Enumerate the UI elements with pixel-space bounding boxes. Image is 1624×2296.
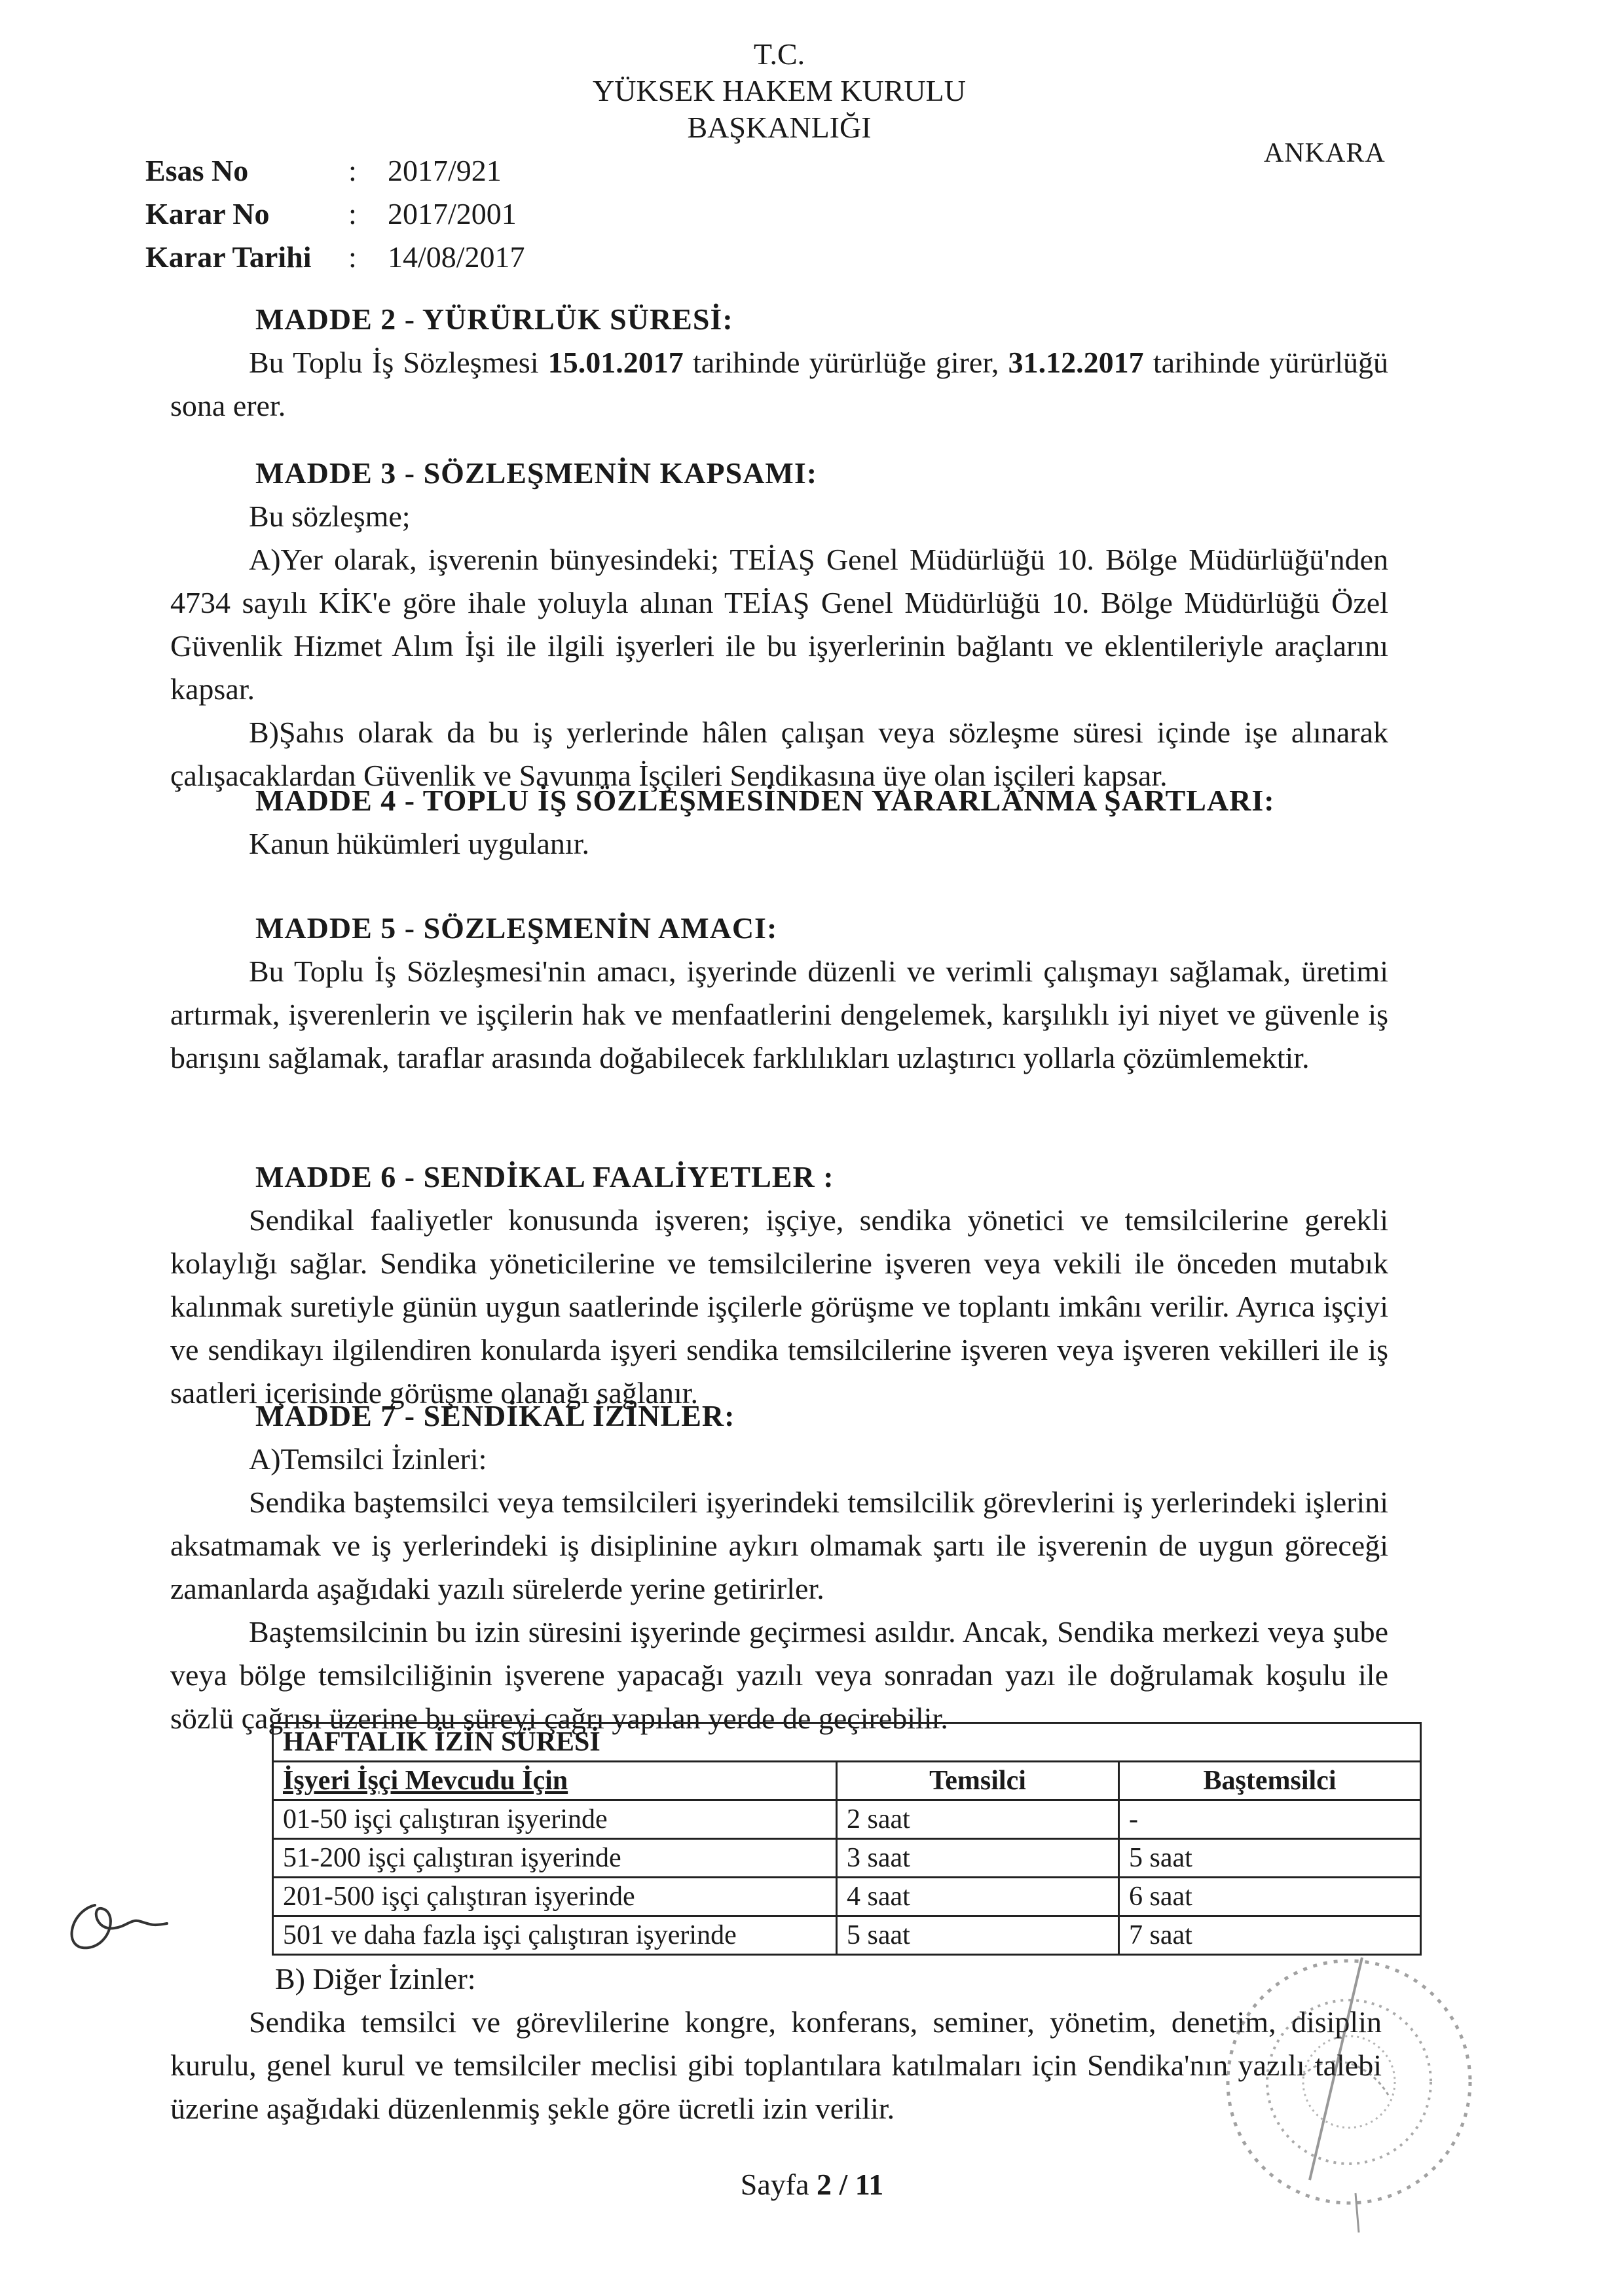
meta-row-esas xyxy=(145,149,525,192)
start-date: 15.01.2017 xyxy=(547,346,684,379)
meta-value: 2017/921 xyxy=(388,154,502,187)
article-paragraph: Bu Toplu İş Sözleşmesi'nin amacı, işyerinde düzenli ve verimli çalışmayı sağlamak, üretimi artırmak, işverenlerin ve işçilerin hak ve menfaatlerini dengelemek, karşılıklı iyi niyet ve güvenle iş barışını sağlamak, taraflar arasında doğabilecek farklılıkları uzlaştırıcı yollarla çözümlemektir. xyxy=(170,955,1388,1074)
meta-separator: : xyxy=(348,240,357,274)
article-heading: MADDE 5 - SÖZLEŞMENİN AMACI: xyxy=(255,911,778,945)
table-row xyxy=(273,1878,1421,1916)
case-meta xyxy=(145,149,525,279)
article-7 xyxy=(170,1394,1388,1740)
column-header: Baştemsilci xyxy=(1119,1762,1421,1800)
subsection-title: A)Temsilci İzinleri: xyxy=(249,1442,487,1476)
meta-separator: : xyxy=(348,154,357,187)
table-title: HAFTALIK İZİN SÜRESİ xyxy=(273,1723,1421,1762)
article-paragraph: Kanun hükümleri uygulanır. xyxy=(249,827,589,860)
article-heading: MADDE 2 - YÜRÜRLÜK SÜRESİ: xyxy=(255,302,733,336)
table-cell: 3 saat xyxy=(837,1839,1119,1878)
article-paragraph: Sendika baştemsilci veya temsilcileri işyerindeki temsilcilik görevlerini iş yerlerindeki işlerini aksatmamak ve iş yerlerindeki iş disiplinine aykırı olmamak şartı ile işverenin de uygun göreceği zamanlarda aşağıdaki yazılı sürelerde yerine getirirler. xyxy=(170,1485,1388,1605)
table-cell: - xyxy=(1119,1800,1421,1839)
header-block xyxy=(0,36,1559,146)
text-run: tarihinde yürürlüğe girer, xyxy=(683,346,1008,379)
article-paragraph: Sendika temsilci ve görevlilerine kongre, konferans, seminer, yönetim, denetim, disiplin kurulu, genel kurul ve temsilciler meclisi gibi toplantılara katılmaları için Sendika'nın yazılı talebi üzerine aşağıdaki düzenlenmiş şekle göre ücretli izin verilir. xyxy=(170,2005,1382,2125)
end-date: 31.12.2017 xyxy=(1008,346,1144,379)
meta-label: Karar Tarihi xyxy=(145,240,312,274)
leave-table xyxy=(272,1722,1422,1956)
table-cell: 51-200 işçi çalıştıran işyerinde xyxy=(273,1839,837,1878)
column-header: Temsilci xyxy=(837,1762,1119,1800)
table-cell: 5 saat xyxy=(1119,1839,1421,1878)
article-heading: MADDE 3 - SÖZLEŞMENİN KAPSAMI: xyxy=(255,456,818,490)
table-title-row xyxy=(273,1723,1421,1762)
table-header-row xyxy=(273,1762,1421,1800)
article-3 xyxy=(170,452,1388,797)
article-heading: MADDE 4 - TOPLU İŞ SÖZLEŞMESİNDEN YARARLANMA ŞARTLARI: xyxy=(255,784,1275,817)
page-footer xyxy=(0,2167,1624,2202)
table-row xyxy=(273,1839,1421,1878)
article-paragraph: Sendikal faaliyetler konusunda işveren; işçiye, sendika yönetici ve temsilcilerine gerekli kolaylığı sağlar. Sendika yöneticilerine ve temsilcilerine işveren veya vekili ile önceden mutabık kalınmak suretiyle günün uygun saatlerinde işçilerle görüşme ve toplantı imkânı verilir. Ayrıca işçiyi ve sendikayı ilgilendiren konularda işyeri sendika temsilcilerine işveren veya işveren vekilleri ile iş saatleri içerisinde görüşme olanağı sağlanır. xyxy=(170,1203,1388,1410)
article-5 xyxy=(170,907,1388,1080)
handwritten-signature xyxy=(56,1886,174,1964)
article-paragraph: Baştemsilcinin bu izin süresini işyerinde geçirmesi asıldır. Ancak, Sendika merkezi veya şube veya bölge temsilciliğinin işverene yapacağı yazılı veya sonradan yazı ile doğrulamak koşulu ile sözlü çağrısı üzerine bu süreyi çağrı yapılan yerde de geçirebilir. xyxy=(170,1615,1388,1735)
table-cell: 4 saat xyxy=(837,1878,1119,1916)
table-cell: 6 saat xyxy=(1119,1878,1421,1916)
leave-table-wrap xyxy=(272,1722,1422,1956)
meta-value: 14/08/2017 xyxy=(388,240,525,274)
header-city: ANKARA xyxy=(1264,138,1386,168)
meta-separator: : xyxy=(348,197,357,230)
text-run: tarihinde yürürlüğü sona erer. xyxy=(170,346,1388,422)
meta-row-tarih xyxy=(145,236,525,279)
article-4 xyxy=(170,779,1388,866)
header-line1: T.C. xyxy=(753,37,805,71)
table-cell: 5 saat xyxy=(837,1916,1119,1955)
table-cell: 2 saat xyxy=(837,1800,1119,1839)
article-paragraph: B)Şahıs olarak da bu iş yerlerinde hâlen çalışan veya sözleşme süresi içinde işe alınarak çalışacaklardan Güvenlik ve Savunma İşçileri Sendikasına üye olan işçileri kapsar. xyxy=(170,716,1388,792)
table-cell: 201-500 işçi çalıştıran işyerinde xyxy=(273,1878,837,1916)
article-paragraph: Bu sözleşme; xyxy=(249,500,411,533)
article-paragraph: A)Yer olarak, işverenin bünyesindeki; TEİAŞ Genel Müdürlüğü 10. Bölge Müdürlüğü'nden 4734 sayılı KİK'e göre ihale yoluyla alınan TEİAŞ Genel Müdürlüğü 10. Bölge Müdürlüğü Özel Güvenlik Hizmet Alım İşi ile ilgili işyerleri ile bu işyerlerinin bağlantı ve eklentileriyle araçlarını kapsar. xyxy=(170,543,1388,706)
article-paragraph xyxy=(170,341,1388,428)
meta-label: Karar No xyxy=(145,197,270,230)
page-number: 2 / 11 xyxy=(817,2168,884,2201)
header-line3: BAŞKANLIĞI xyxy=(687,111,872,144)
table-cell: 501 ve daha fazla işçi çalıştıran işyerinde xyxy=(273,1916,837,1955)
table-cell: 01-50 işçi çalıştıran işyerinde xyxy=(273,1800,837,1839)
meta-value: 2017/2001 xyxy=(388,197,517,230)
page-label: Sayfa xyxy=(740,2168,817,2201)
article-6 xyxy=(170,1156,1388,1415)
meta-row-karar xyxy=(145,192,525,236)
meta-label: Esas No xyxy=(145,154,249,187)
subsection-title: B) Diğer İzinler: xyxy=(275,1962,476,1995)
article-heading: MADDE 6 - SENDİKAL FAALİYETLER : xyxy=(255,1160,834,1194)
table-row xyxy=(273,1800,1421,1839)
header-line2: YÜKSEK HAKEM KURULU xyxy=(593,74,966,107)
column-header: İşyeri İşçi Mevcudu İçin xyxy=(273,1762,837,1800)
table-cell: 7 saat xyxy=(1119,1916,1421,1955)
article-heading: MADDE 7 - SENDİKAL İZİNLER: xyxy=(255,1399,735,1432)
text-run: Bu Toplu İş Sözleşmesi xyxy=(249,346,548,379)
article-2 xyxy=(170,298,1388,428)
